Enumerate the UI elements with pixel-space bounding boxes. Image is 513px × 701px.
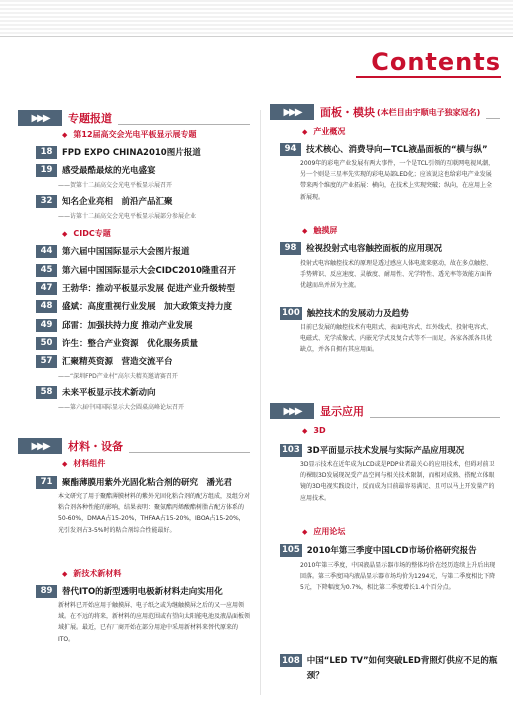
page-number: 44	[36, 245, 57, 258]
entry-title: 第六届中国国际显示大会CIDC2010隆重召开	[62, 266, 236, 276]
subsection-title: ◆ 3D	[302, 426, 326, 435]
page-number: 94	[280, 143, 301, 156]
section-rule	[486, 118, 500, 119]
entry-title: 2010年第三季度中国LCD市场价格研究报告	[306, 546, 477, 556]
entry-description: 新材料已开始应用于触摸屏、电子纸之或为继触摸屏之后的又一应用领域。在不远的将来，新材料的应用范围或有望向太阳能电池及液晶面板领域扩展。最近，已有厂商开始在部分用途中采用新材料来替代原来的ITO。	[58, 602, 251, 643]
toc-entry[interactable]	[36, 474, 232, 490]
entry-title: 感受最酷最炫的光电盛宴	[62, 166, 156, 176]
heading-underline	[356, 76, 501, 78]
section-header	[270, 104, 500, 120]
toc-entry[interactable]	[36, 353, 173, 369]
page-number: 18	[36, 146, 57, 159]
entry-title: 检视投射式电容触控面板的应用现况	[306, 244, 443, 254]
toc-entry[interactable]	[36, 193, 173, 209]
entry-title: 邱雷：加强扶持力度 推动产业发展	[62, 321, 193, 331]
header-divider	[0, 36, 513, 37]
entry-title: 技术核心、消费导向—TCL液晶面板的“横与纵”	[306, 145, 488, 155]
toc-entry[interactable]	[36, 162, 156, 178]
entry-title: 许生：整合产业资源 优化服务质量	[62, 339, 199, 349]
toc-entry[interactable]	[280, 240, 442, 256]
page-number: 58	[36, 386, 57, 399]
toc-entry[interactable]	[280, 654, 503, 684]
entry-title: 聚酯薄膜用紫外光固化粘合剂的研究 潘光君	[62, 478, 233, 488]
entry-title: 3D平面显示技术发展与实际产品应用现况	[306, 446, 465, 456]
subsection-title: ◆ 触摸屏	[302, 226, 338, 235]
page-number: 49	[36, 319, 57, 332]
diamond-icon: ◆	[302, 226, 308, 235]
page-number: 71	[36, 476, 57, 489]
entry-description: 本文研究了用于聚酯薄膜材料的紫外光固化粘合剂的配方组成，及组分对粘合剂各种性能的影响，结果表明：聚氨酯丙烯酸酯树脂占配方体系的50-60%，DMAA占15-20%，THFAA占15-20%，IBOA占15-20%，光引发剂占3-5%时的粘合剂综合性能最好。	[58, 493, 251, 534]
entry-title: 触控技术的发展动力及趋势	[306, 309, 409, 319]
entry-title: FPD EXPO CHINA2010图片报道	[62, 148, 201, 158]
toc-entry[interactable]	[280, 442, 464, 458]
toc-entry[interactable]	[36, 144, 201, 160]
section-title: 专题报道	[68, 112, 112, 125]
page-number: 19	[36, 164, 57, 177]
section-title: 面板・模块	[320, 106, 375, 119]
diamond-icon: ◆	[62, 229, 68, 238]
toc-entry[interactable]	[36, 335, 198, 351]
toc-entry[interactable]	[36, 583, 223, 599]
diamond-icon: ◆	[302, 127, 308, 136]
subsection-title: ◆ 应用论坛	[302, 527, 346, 536]
toc-entry[interactable]	[36, 243, 190, 259]
toc-entry[interactable]	[280, 542, 477, 558]
diamond-icon: ◆	[302, 426, 308, 435]
section-title: 材料・设备	[68, 440, 123, 453]
entry-title: 替代ITO的新型透明电极新材料走向实用化	[62, 587, 223, 597]
diamond-icon: ◆	[62, 569, 68, 578]
diamond-icon: ◆	[62, 459, 68, 468]
entry-title: 汇聚精英资源 营造交流平台	[62, 357, 173, 367]
subsection-title: ◆ 新技术新材料	[62, 569, 122, 578]
page-number: 98	[280, 242, 301, 255]
entry-title: 王勃华：推动平板显示发展 促进产业升级转型	[62, 284, 235, 294]
page-number: 32	[36, 195, 57, 208]
section-rule	[129, 452, 250, 453]
page-number: 100	[282, 308, 300, 318]
entry-note: ——访第十二届高交会光电平板显示展部分参展企业	[58, 213, 197, 220]
entry-title: 盛斌：高度重视行业发展 加大政策支持力度	[62, 302, 233, 312]
entry-description: 2009年的彩电产业发展有两大事件，一个是TCL引领的互联网电视风潮，另一个则是三星率先实现的彩电局部LED化；应该说这也给彩电产业发展带来两个维度的产业拓展：横向，在技术上实现突破；纵向，在应用上全新展现。	[300, 160, 495, 201]
section-rule	[370, 417, 500, 418]
subsection-title: ◆ 材料组件	[62, 459, 106, 468]
entry-note: ——“深圳FPD产业村”高尔夫精英邀请赛召开	[58, 373, 178, 380]
page-number: 103	[282, 445, 300, 455]
arrows-icon: ▶▶▶	[270, 403, 314, 419]
section-rule	[118, 124, 250, 125]
toc-entry[interactable]	[280, 305, 409, 321]
section-sponsor: (本栏目由宇顺电子独家冠名)	[377, 107, 481, 117]
subsection-title: ◆ CIDC专题	[62, 229, 111, 238]
entry-title: 第六届中国国际显示大会图片报道	[62, 247, 190, 257]
entry-description: 3D显示技术在近年成为LCD或是PDP业者最关心的应用技术，但碍对前卫的裸眼3D发展现况受产品空间与相关技术限制，而相对成熟、搭配立体眼镜的3D电视实践设计，反而成为目前最容易满足、且可以马上开发量产的应用技术。	[300, 461, 495, 502]
toc-entry[interactable]	[36, 298, 232, 314]
column-divider	[260, 110, 261, 695]
page-number: 89	[36, 585, 57, 598]
entry-title: 知名企业亮相 前沿产品汇聚	[62, 197, 173, 207]
entry-description: 目前已发展的触控技术有电阻式、表面电容式、红外线式、投射电容式、电磁式、光学成像式、内嵌光学式及复合式等不一而足，各家各派各具优缺点，并各自拥有其应用面。	[300, 324, 493, 354]
diamond-icon: ◆	[302, 527, 308, 536]
page-number: 47	[36, 282, 57, 295]
header-stripes	[0, 0, 513, 34]
section-header	[18, 438, 250, 454]
diamond-icon: ◆	[62, 130, 68, 139]
subsection-title: ◆ 产业概况	[302, 127, 346, 136]
section-header	[270, 403, 500, 419]
section-title: 显示应用	[320, 405, 364, 418]
entry-note: ——贺第十二届高交会光电平板显示展召开	[58, 182, 173, 189]
entry-title: 未来平板显示技术新动向	[62, 388, 156, 398]
arrows-icon: ▶▶▶	[270, 104, 314, 120]
entry-description: 2010年第三季度，中国液晶显示器市场的整体均价在经历连续上升后出现回落。第三季度国内液晶显示器市场均价为1294元，与第二季度相比下降5元，下降幅度为0.7%，相比第二季度增长1.4个百分点。	[300, 562, 496, 592]
toc-entry[interactable]	[36, 280, 235, 296]
toc-entry[interactable]	[36, 262, 236, 278]
page-number: 50	[36, 337, 57, 350]
toc-entry[interactable]	[36, 317, 192, 333]
subsection-title: ◆ 第12届高交会光电平板显示展专题	[62, 130, 197, 139]
arrows-icon: ▶▶▶	[18, 110, 62, 126]
page-number: 45	[36, 264, 57, 277]
page-number: 57	[36, 355, 57, 368]
toc-entry[interactable]	[36, 384, 156, 400]
page-number: 105	[282, 545, 300, 555]
entry-title: 中国“LED TV”如何突破LED背照灯供应不足的瓶颈？	[306, 656, 498, 681]
contents-heading: Contents	[371, 48, 501, 76]
arrows-icon: ▶▶▶	[18, 438, 62, 454]
page-number: 108	[282, 655, 300, 666]
page-number: 48	[36, 300, 57, 313]
entry-description: 投射式电容触控技术的原理是透过感应人体电流来驱动，故在多点触控、手势辨识、反应速度、灵敏度、耐用性、光学特性、透光率等效能方面皆优越而出并居为主流。	[300, 260, 493, 290]
toc-entry[interactable]	[280, 141, 488, 157]
section-header	[18, 110, 250, 126]
entry-note: ——第六届中国国际显示大会圆桌高峰论坛召开	[58, 404, 185, 411]
